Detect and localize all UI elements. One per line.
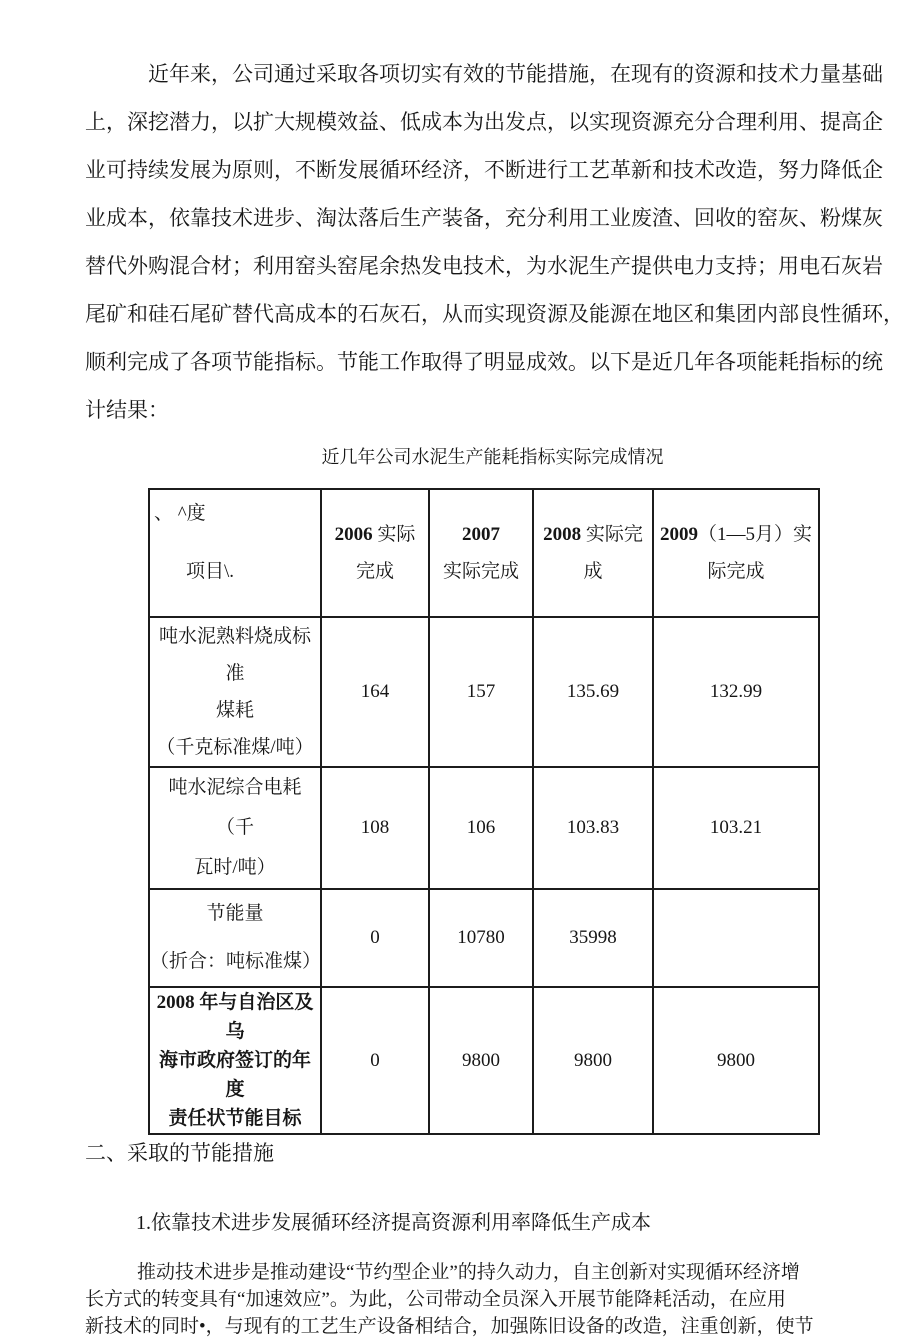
col-header-2008 bbox=[533, 489, 653, 617]
corner-project-label: 项目\. bbox=[186, 561, 235, 582]
row-label-line: 责任状节能目标 bbox=[168, 1108, 302, 1129]
year-2006: 2006 bbox=[334, 524, 373, 545]
row-label bbox=[149, 889, 321, 987]
header-text: 完成 bbox=[355, 561, 394, 582]
cell-value: 10780 bbox=[429, 889, 533, 987]
year-2008: 2008 bbox=[543, 524, 582, 545]
paragraph-line: 上，深挖潜力，以扩大规模效益、低成本为出发点，以实现资源充分合理利用、提高企 bbox=[85, 110, 883, 134]
closing-paragraph bbox=[85, 1259, 900, 1340]
paragraph-line: 长方式的转变具有“加速效应”。为此，公司带动全员深入开展节能降耗活动，在应用 bbox=[85, 1289, 786, 1310]
row-label bbox=[149, 767, 321, 889]
cell-value: 35998 bbox=[533, 889, 653, 987]
paragraph-line: 新技术的同时•，与现有的工艺生产设备相结合，加强陈旧设备的改造，注重创新，使节 bbox=[85, 1316, 814, 1337]
paragraph-line: 尾矿和硅石尾矿替代高成本的石灰石，从而实现资源及能源在地区和集团内部良性循环， bbox=[85, 302, 904, 326]
cell-value bbox=[653, 889, 819, 987]
cell-value: 9800 bbox=[429, 987, 533, 1134]
paragraph-line: 替代外购混合材；利用窑头窑尾余热发电技术，为水泥生产提供电力支持；用电石灰岩 bbox=[85, 254, 883, 278]
row-label bbox=[149, 617, 321, 767]
row-label bbox=[149, 987, 321, 1134]
row-label-line: 吨水泥熟料烧成标准 bbox=[158, 626, 311, 684]
paragraph-line: 推动技术进步是推动建设“节约型企业”的持久动力，自主创新对实现循环经济增 bbox=[137, 1262, 800, 1283]
row-label-line: 煤耗 bbox=[215, 700, 254, 721]
cell-value: 9800 bbox=[533, 987, 653, 1134]
corner-header-cell bbox=[149, 489, 321, 617]
paragraph-line: 业成本，依靠技术进步、淘汰落后生产装备，充分利用工业废渣、回收的窑灰、粉煤灰 bbox=[85, 206, 883, 230]
table-header-row bbox=[149, 489, 819, 617]
row-label-line: 节能量 bbox=[206, 903, 264, 924]
col-header-2009 bbox=[653, 489, 819, 617]
energy-indicator-table bbox=[148, 488, 820, 1135]
row-label-line: 吨水泥综合电耗（千 bbox=[168, 777, 302, 838]
cell-value: 157 bbox=[429, 617, 533, 767]
header-text: 实际完成 bbox=[442, 561, 519, 582]
header-text: 际完成 bbox=[707, 561, 765, 582]
cell-value: 0 bbox=[321, 889, 429, 987]
cell-value: 108 bbox=[321, 767, 429, 889]
cell-value: 103.83 bbox=[533, 767, 653, 889]
table-row-power-consumption bbox=[149, 767, 819, 889]
cell-value: 164 bbox=[321, 617, 429, 767]
row-label-line: 海市政府签订的年度 bbox=[158, 1050, 311, 1100]
year-2009: 2009 bbox=[659, 524, 698, 545]
cell-value: 106 bbox=[429, 767, 533, 889]
corner-year-label: 、 ^度 bbox=[154, 503, 206, 524]
table-row-government-target bbox=[149, 987, 819, 1134]
cell-value: 9800 bbox=[653, 987, 819, 1134]
row-label-line: （折合：吨标准煤） bbox=[150, 951, 322, 972]
table-title: 近几年公司水泥生产能耗指标实际完成情况 bbox=[321, 447, 664, 467]
row-label-line: 2008 年与自治区及乌 bbox=[156, 992, 314, 1042]
year-2007: 2007 bbox=[462, 524, 500, 545]
table-row-coal-consumption bbox=[149, 617, 819, 767]
cell-value: 103.21 bbox=[653, 767, 819, 889]
col-header-2006 bbox=[321, 489, 429, 617]
paragraph-line: 业可持续发展为原则，不断发展循环经济，不断进行工艺革新和技术改造，努力降低企 bbox=[85, 158, 883, 182]
header-text: 实际 bbox=[372, 524, 416, 545]
paragraph-line: 顺利完成了各项节能指标。节能工作取得了明显成效。以下是近几年各项能耗指标的统 bbox=[85, 350, 883, 374]
sub-heading: 1.依靠技术进步发展循环经济提高资源利用率降低生产成本 bbox=[136, 1212, 651, 1234]
cell-value: 132.99 bbox=[653, 617, 819, 767]
paragraph-line: 近年来，公司通过采取各项切实有效的节能措施，在现有的资源和技术力量基础 bbox=[148, 62, 883, 86]
header-text: （1—5月）实 bbox=[697, 524, 812, 545]
row-label-line: 瓦时/吨） bbox=[194, 857, 276, 878]
col-header-2007 bbox=[429, 489, 533, 617]
intro-paragraph bbox=[85, 50, 904, 434]
row-label-line: （千克标准煤/吨） bbox=[156, 737, 314, 758]
paragraph-line: 计结果： bbox=[85, 398, 169, 422]
section-heading: 二、采取的节能措施 bbox=[85, 1141, 274, 1165]
cell-value: 135.69 bbox=[533, 617, 653, 767]
cell-value: 0 bbox=[321, 987, 429, 1134]
table-row-energy-saved bbox=[149, 889, 819, 987]
header-text: 实际完成 bbox=[581, 524, 643, 582]
